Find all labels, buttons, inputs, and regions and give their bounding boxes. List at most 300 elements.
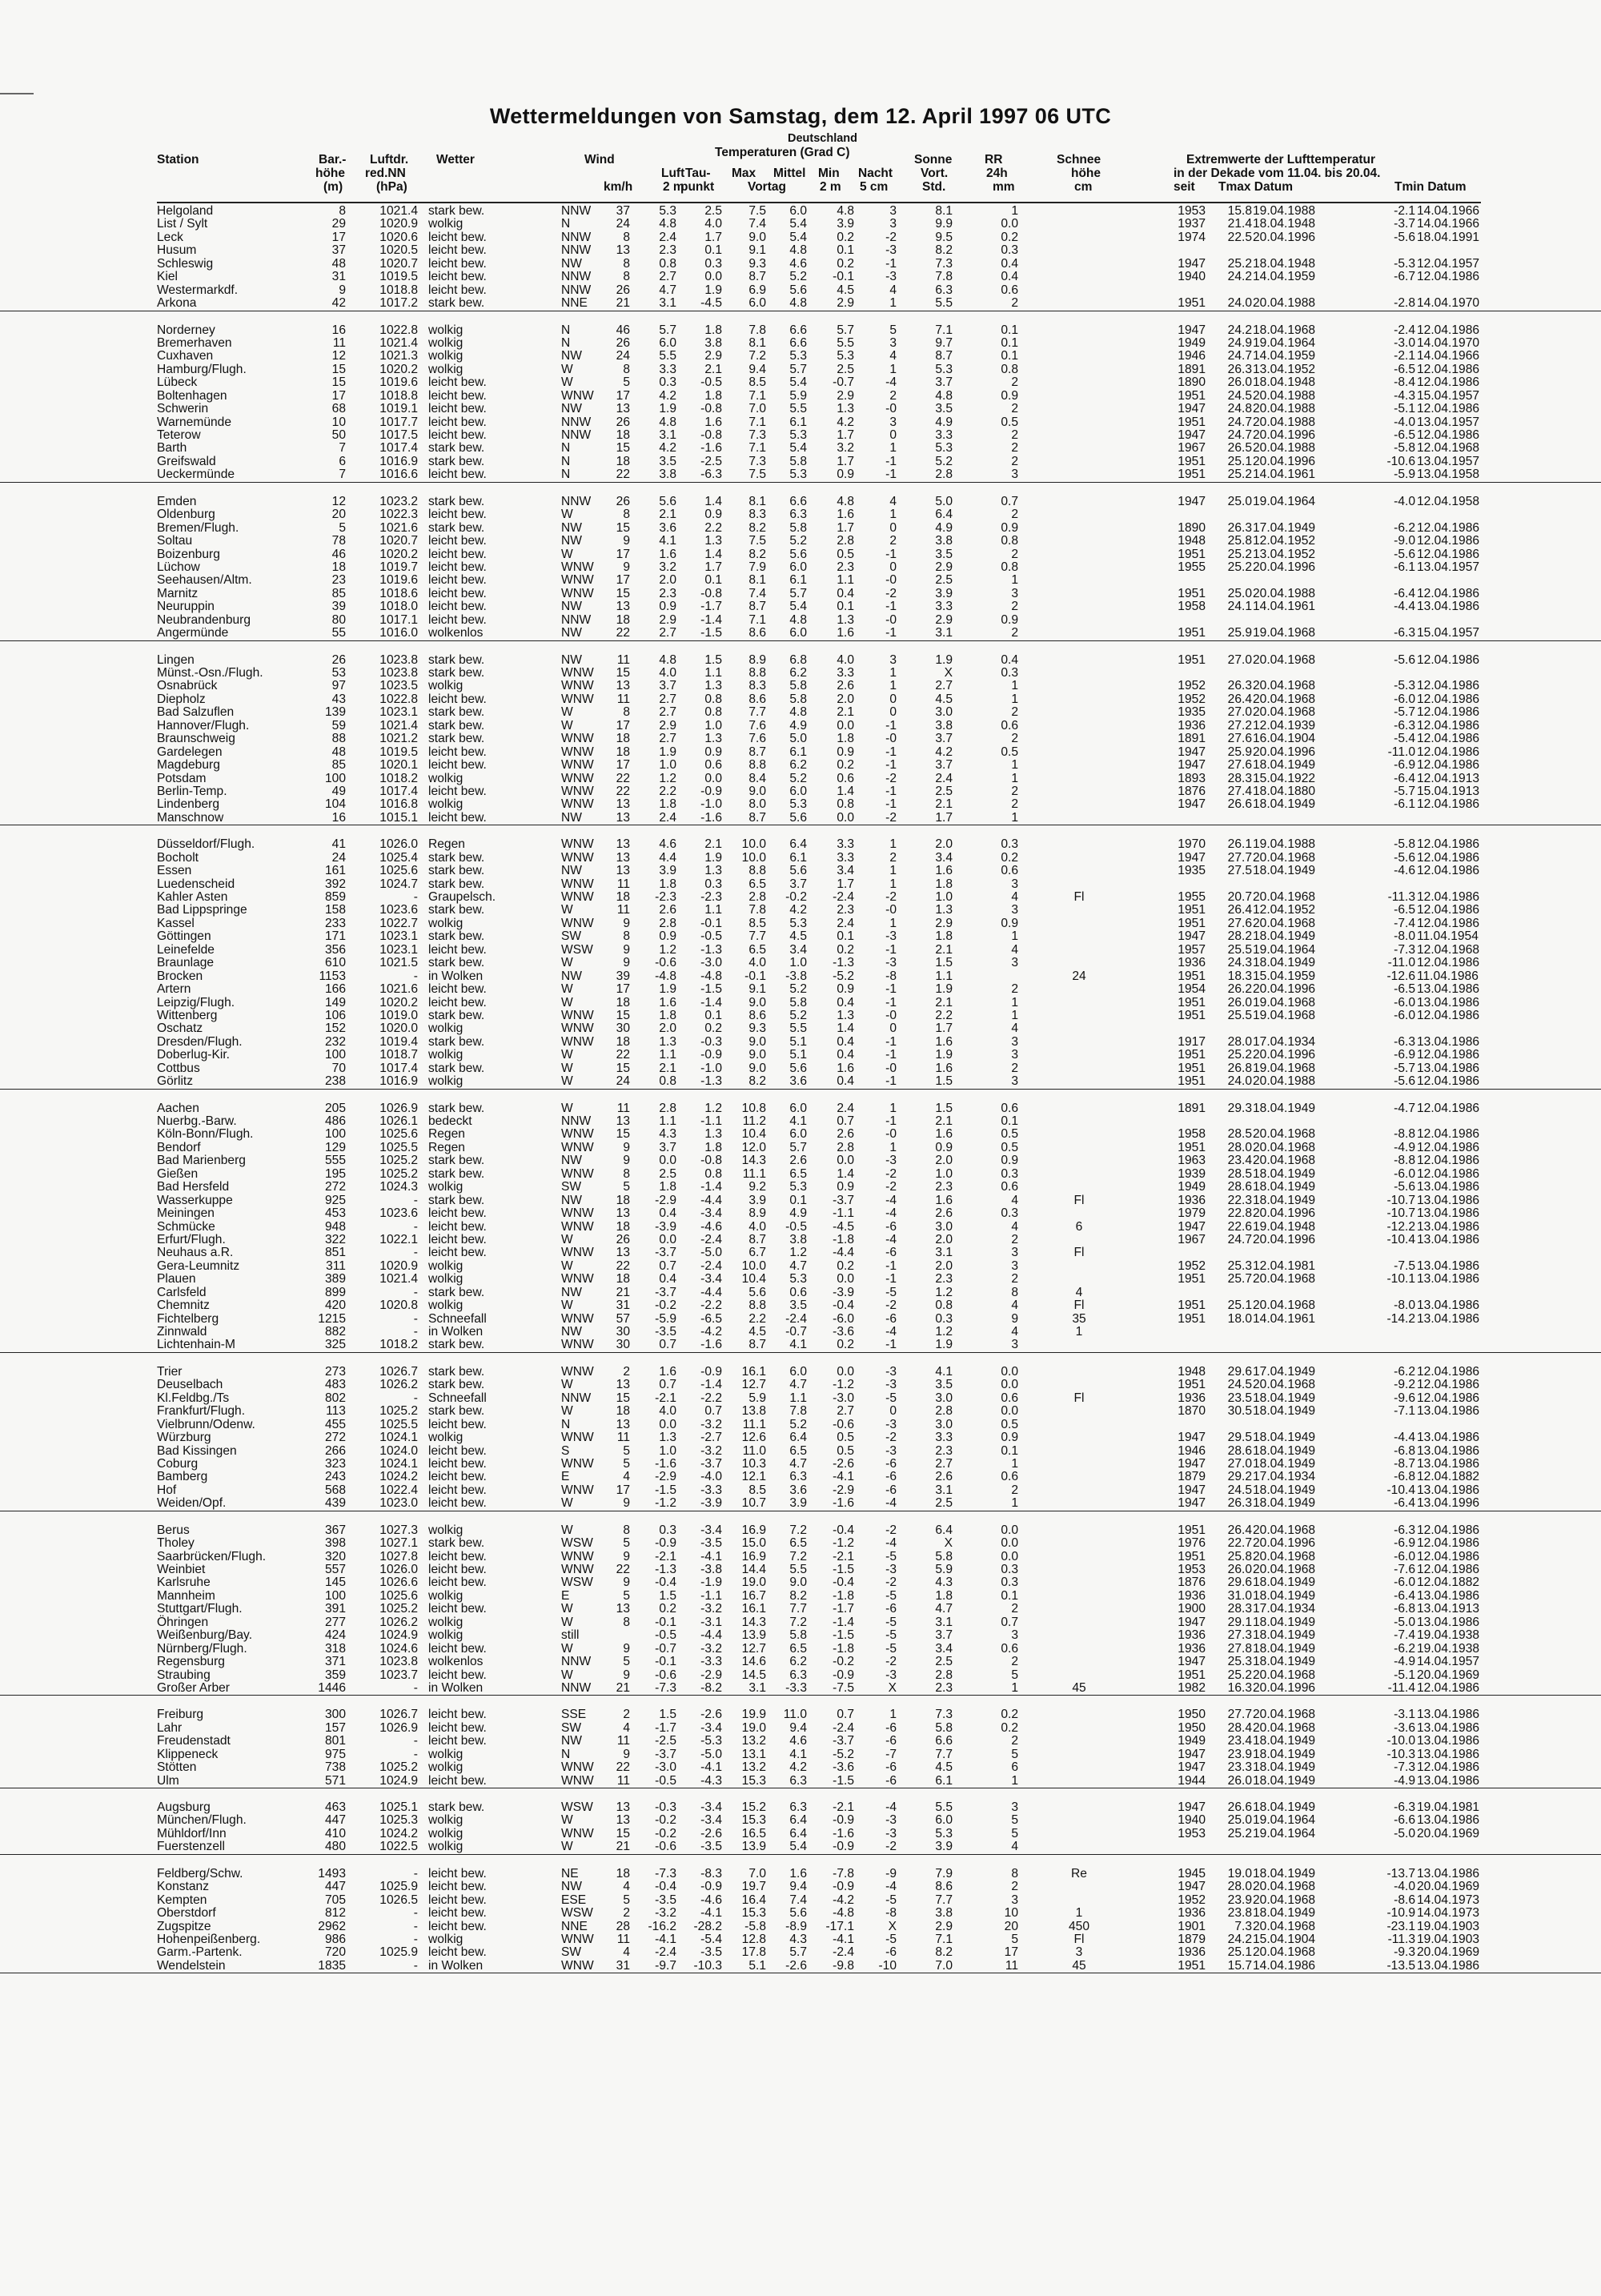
dew-point: -3.9: [700, 1496, 722, 1511]
wind-speed: 13: [616, 1813, 630, 1828]
barometer-height: 986: [324, 1932, 346, 1946]
record-since: 1947: [1178, 1456, 1206, 1471]
wind-direction: NNE: [561, 296, 588, 311]
min-temp-2m: -0.7: [833, 375, 854, 390]
wind-speed: 13: [616, 837, 630, 852]
mean-temp: 5.2: [789, 982, 807, 997]
tmin-date: 12.04.1986: [1417, 1536, 1480, 1551]
max-temp: 9.0: [748, 1034, 766, 1049]
wind-speed: 8: [623, 705, 630, 720]
tmax-record: 23.4: [1227, 1154, 1252, 1168]
precipitation: 3: [1011, 1893, 1018, 1907]
precipitation: 1: [1011, 995, 1018, 1010]
barometer-height: 453: [324, 1206, 346, 1221]
station-name: Soltau: [157, 534, 193, 548]
tmin-date: 13.04.1986: [1417, 1813, 1480, 1828]
tmax-date: 20.04.1968: [1253, 1140, 1316, 1154]
night-temp-5cm: -6: [885, 1246, 897, 1260]
tmin-date: 12.04.1986: [1417, 837, 1480, 852]
min-temp-2m: -2.4: [833, 1945, 854, 1960]
night-temp-5cm: 4: [889, 349, 897, 363]
record-since: 1951: [1178, 1140, 1206, 1154]
pressure: -: [413, 1680, 418, 1695]
wind-direction: W: [561, 1101, 573, 1115]
wind-speed: 8: [623, 508, 630, 522]
table-row: [0, 1010, 1601, 1022]
pressure: 1019.7: [379, 560, 418, 574]
tmin-record: -7.5: [1394, 1258, 1415, 1273]
wind-direction: SW: [561, 1720, 582, 1735]
wind-speed: 9: [623, 560, 630, 574]
barometer-height: 325: [324, 1338, 346, 1352]
wind-direction: W: [561, 508, 573, 522]
night-temp-5cm: -1: [885, 758, 897, 773]
precipitation: 0.9: [1001, 916, 1018, 930]
min-temp-2m: -2.6: [833, 1456, 854, 1471]
tmax-date: 20.04.1996: [1253, 1680, 1316, 1695]
barometer-height: 318: [324, 1641, 346, 1656]
tmin-date: 18.04.1991: [1417, 230, 1480, 244]
weather: wolkig: [428, 1272, 463, 1286]
mean-temp: 6.3: [789, 1668, 807, 1682]
sunshine: 2.0: [935, 837, 953, 852]
sunshine: 3.7: [935, 375, 953, 390]
sunshine: 1.0: [935, 1166, 953, 1181]
max-temp: 10.0: [741, 1258, 766, 1273]
air-temp: -0.6: [655, 1668, 676, 1682]
weather: leicht bew.: [428, 534, 487, 548]
tmax-date: 15.04.1904: [1253, 1932, 1316, 1946]
record-since: 1951: [1178, 1378, 1206, 1392]
min-temp-2m: -4.8: [833, 1906, 854, 1921]
tmin-date: 20.04.1969: [1417, 1880, 1480, 1894]
pressure: 1021.4: [379, 204, 418, 218]
station-name: Hannover/Flugh.: [157, 718, 250, 733]
tmin-record: -13.7: [1386, 1866, 1415, 1881]
max-temp: 10.0: [741, 850, 766, 865]
record-since: 1917: [1178, 1034, 1206, 1049]
tmin-date: 20.04.1969: [1417, 1668, 1480, 1682]
dew-point: -3.7: [700, 1456, 722, 1471]
tmin-record: -5.6: [1394, 547, 1415, 561]
wind-speed: 5: [623, 1443, 630, 1458]
mean-temp: 4.5: [789, 929, 807, 944]
wind-speed: 22: [616, 1048, 630, 1062]
precipitation: 5: [1011, 1813, 1018, 1828]
header-luftdr: Luftdr.: [370, 153, 409, 167]
tmin-record: -10.4: [1386, 1232, 1415, 1246]
air-temp: -3.5: [655, 1325, 676, 1339]
pressure: 1022.8: [379, 323, 418, 337]
weather: leicht bew.: [428, 415, 487, 429]
max-temp: 19.9: [741, 1708, 766, 1722]
precipitation: 0.5: [1001, 1140, 1018, 1154]
precipitation: 0.2: [1001, 1720, 1018, 1735]
table-row: [0, 1563, 1601, 1576]
station-name: Nürnberg/Flugh.: [157, 1641, 247, 1656]
record-since: 1947: [1178, 797, 1206, 812]
dew-point: -2.6: [700, 1708, 722, 1722]
night-temp-5cm: -4: [885, 1800, 897, 1814]
night-temp-5cm: -1: [885, 784, 897, 798]
weather: Schneefall: [428, 1311, 487, 1326]
sunshine: 3.4: [935, 1641, 953, 1656]
min-temp-2m: -0.9: [833, 1880, 854, 1894]
dew-point: -8.2: [700, 1680, 722, 1695]
weather: Schneefall: [428, 1391, 487, 1405]
wind-speed: 9: [623, 956, 630, 970]
station-table: [0, 205, 1601, 1973]
dew-point: -4.6: [700, 1219, 722, 1234]
night-temp-5cm: -1: [885, 942, 897, 957]
pressure: -: [413, 1325, 418, 1339]
tmax-record: 19.0: [1227, 1866, 1252, 1881]
wind-speed: 37: [616, 204, 630, 218]
tmin-date: 12.04.1986: [1417, 903, 1480, 917]
tmax-record: 27.6: [1227, 732, 1252, 746]
min-temp-2m: 0.4: [837, 586, 854, 600]
mean-temp: 1.6: [789, 1866, 807, 1881]
pressure: 1017.4: [379, 784, 418, 798]
record-since: 1949: [1178, 335, 1206, 350]
tmax-record: 28.0: [1227, 1880, 1252, 1894]
mean-temp: 3.5: [789, 1299, 807, 1313]
air-temp: -9.7: [655, 1958, 676, 1973]
precipitation: 0.0: [1001, 1364, 1018, 1379]
night-temp-5cm: -0: [885, 1127, 897, 1142]
tmin-record: -6.5: [1394, 362, 1415, 376]
wind-direction: NNW: [561, 1655, 592, 1669]
night-temp-5cm: -1: [885, 1272, 897, 1286]
min-temp-2m: 0.2: [837, 942, 854, 957]
max-temp: 6.7: [748, 1246, 766, 1260]
wind-speed: 31: [616, 1958, 630, 1973]
pressure: 1020.2: [379, 547, 418, 561]
tmin-date: 14.04.1970: [1417, 296, 1480, 311]
station-name: Bad Hersfeld: [157, 1180, 230, 1194]
record-since: 1950: [1178, 1708, 1206, 1722]
table-row: [0, 1551, 1601, 1563]
pressure: 1022.8: [379, 692, 418, 706]
wind-speed: 22: [616, 771, 630, 785]
station-name: Boltenhagen: [157, 388, 227, 403]
barometer-height: 10: [331, 415, 346, 429]
tmin-record: -5.7: [1394, 1061, 1415, 1075]
sunshine: 2.0: [935, 1154, 953, 1168]
dew-point: -0.5: [700, 929, 722, 944]
max-temp: 7.5: [748, 468, 766, 482]
mean-temp: 5.4: [789, 441, 807, 456]
pressure: 1026.0: [379, 1563, 418, 1576]
wind-speed: 15: [616, 666, 630, 680]
pressure: 1026.7: [379, 1364, 418, 1379]
weather: stark bew.: [428, 1101, 485, 1115]
tmin-record: -5.9: [1394, 468, 1415, 482]
max-temp: 7.1: [748, 612, 766, 627]
tmax-date: 20.04.1968: [1253, 679, 1316, 693]
air-temp: 0.0: [659, 1232, 676, 1246]
night-temp-5cm: X: [888, 1919, 897, 1933]
wind-direction: NNW: [561, 1391, 592, 1405]
night-temp-5cm: 1: [889, 296, 897, 311]
max-temp: 8.6: [748, 626, 766, 640]
wind-direction: WNW: [561, 1364, 594, 1379]
mean-temp: 5.3: [789, 349, 807, 363]
table-row: [0, 1828, 1601, 1840]
mean-temp: 5.4: [789, 1840, 807, 1854]
record-since: 1951: [1178, 547, 1206, 561]
weather: leicht bew.: [428, 784, 487, 798]
mean-temp: 5.7: [789, 1140, 807, 1154]
pressure: 1020.9: [379, 1258, 418, 1273]
wind-speed: 8: [623, 1523, 630, 1537]
tmax-record: 23.4: [1227, 1734, 1252, 1748]
wind-speed: 18: [616, 1404, 630, 1419]
wind-speed: 26: [616, 494, 630, 508]
barometer-height: 320: [324, 1549, 346, 1563]
snow-depth: Fl: [1073, 1391, 1085, 1405]
night-temp-5cm: -6: [885, 1311, 897, 1326]
dew-point: -4.4: [700, 1193, 722, 1207]
weather: wolkig: [428, 797, 463, 812]
air-temp: -0.3: [655, 1800, 676, 1814]
min-temp-2m: 0.1: [837, 929, 854, 944]
tmin-date: 12.04.1986: [1417, 1008, 1480, 1022]
min-temp-2m: -3.6: [833, 1760, 854, 1775]
min-temp-2m: 2.6: [837, 1127, 854, 1142]
tmin-record: -8.7: [1394, 1456, 1415, 1471]
max-temp: 7.9: [748, 560, 766, 574]
tmax-record: 24.0: [1227, 1074, 1252, 1089]
max-temp: 15.3: [741, 1773, 766, 1788]
record-since: 1951: [1178, 916, 1206, 930]
tmax-record: 25.5: [1227, 942, 1252, 957]
precipitation: 1: [1011, 1456, 1018, 1471]
mean-temp: 4.6: [789, 256, 807, 271]
min-temp-2m: -0.4: [833, 1299, 854, 1313]
record-since: 1970: [1178, 837, 1206, 852]
tmax-record: 27.7: [1227, 850, 1252, 865]
tmin-record: -11.3: [1387, 890, 1415, 904]
air-temp: -2.9: [655, 1470, 676, 1484]
air-temp: -2.1: [655, 1549, 676, 1563]
weather: leicht bew.: [428, 1219, 487, 1234]
dew-point: -8.3: [700, 1866, 722, 1881]
wind-direction: NNW: [561, 612, 592, 627]
pressure: 1019.6: [379, 375, 418, 390]
air-temp: 0.3: [659, 375, 676, 390]
dew-point: -1.5: [700, 626, 722, 640]
wind-direction: ESE: [561, 1893, 587, 1907]
wind-direction: S: [561, 1443, 570, 1458]
tmin-record: -12.6: [1386, 969, 1415, 983]
min-temp-2m: -1.7: [833, 1602, 854, 1616]
wind-direction: WNW: [561, 388, 594, 403]
weather: leicht bew.: [428, 600, 487, 614]
precipitation: 5: [1011, 1826, 1018, 1840]
sunshine: 5.3: [935, 1826, 953, 1840]
tmin-date: 12.04.1986: [1417, 745, 1480, 759]
tmax-date: 20.04.1988: [1253, 296, 1316, 311]
max-temp: 16.9: [741, 1549, 766, 1563]
min-temp-2m: -4.1: [833, 1470, 854, 1484]
pressure: 1020.7: [379, 256, 418, 271]
weather: leicht bew.: [428, 573, 487, 588]
pressure: 1020.8: [379, 1299, 418, 1313]
tmax-record: 21.4: [1227, 217, 1252, 231]
night-temp-5cm: -6: [885, 1456, 897, 1471]
tmin-date: 19.04.1938: [1417, 1628, 1480, 1643]
dew-point: -4.1: [700, 1906, 722, 1921]
pressure: 1018.0: [379, 600, 418, 614]
wind-direction: WNW: [561, 890, 594, 904]
max-temp: 19.7: [741, 1880, 766, 1894]
table-row: [0, 1669, 1601, 1682]
night-temp-5cm: -4: [885, 1880, 897, 1894]
wind-direction: NW: [561, 1325, 582, 1339]
tmax-date: 20.04.1968: [1253, 1272, 1316, 1286]
weather: leicht bew.: [428, 1866, 487, 1881]
dew-point: -2.6: [700, 1826, 722, 1840]
night-temp-5cm: 1: [889, 441, 897, 456]
weather: in Wolken: [428, 969, 484, 983]
wind-direction: SW: [561, 1945, 582, 1960]
wind-direction: NNW: [561, 1680, 592, 1695]
tmax-record: 23.5: [1227, 1391, 1252, 1405]
sunshine: 4.2: [935, 745, 953, 759]
air-temp: -3.7: [655, 1246, 676, 1260]
table-row: [0, 1524, 1601, 1537]
station-name: Bremen/Flugh.: [157, 520, 239, 535]
tmax-record: 27.0: [1227, 1456, 1252, 1471]
barometer-height: 447: [324, 1813, 346, 1828]
record-since: 1951: [1178, 652, 1206, 667]
barometer-height: 568: [324, 1483, 346, 1497]
table-row: [0, 350, 1601, 363]
max-temp: 8.6: [748, 1008, 766, 1022]
night-temp-5cm: -2: [885, 1523, 897, 1537]
precipitation: 0.9: [1001, 1431, 1018, 1445]
min-temp-2m: -7.5: [833, 1680, 854, 1695]
header-rule: [157, 202, 1481, 203]
station-name: Weiden/Opf.: [157, 1496, 227, 1511]
sunshine: 1.2: [935, 1285, 953, 1299]
pressure: 1021.3: [379, 349, 418, 363]
tmax-record: 26.4: [1227, 1523, 1252, 1537]
barometer-height: 12: [331, 494, 346, 508]
weather: leicht bew.: [428, 1720, 487, 1735]
tmin-record: -6.0: [1394, 1575, 1415, 1590]
weather: leicht bew.: [428, 1773, 487, 1788]
mean-temp: 6.0: [789, 1127, 807, 1142]
tmin-date: 13.04.1996: [1417, 1496, 1480, 1511]
pressure: -: [413, 1391, 418, 1405]
wind-direction: WNW: [561, 797, 594, 812]
mean-temp: 3.4: [789, 942, 807, 957]
tmax-record: 24.7: [1227, 415, 1252, 429]
night-temp-5cm: 1: [889, 877, 897, 891]
tmax-record: 27.6: [1227, 758, 1252, 773]
air-temp: 5.5: [659, 349, 676, 363]
wind-direction: W: [561, 1668, 573, 1682]
record-since: 1936: [1178, 1628, 1206, 1643]
tmax-record: 27.7: [1227, 1708, 1252, 1722]
tmax-date: 17.04.1934: [1253, 1034, 1316, 1049]
tmax-record: 16.3: [1227, 1680, 1252, 1695]
wind-speed: 57: [616, 1311, 630, 1326]
table-row: [0, 1445, 1601, 1458]
table-row: [0, 693, 1601, 706]
air-temp: -2.5: [655, 1734, 676, 1748]
dew-point: 1.7: [704, 560, 722, 574]
table-row: [0, 970, 1601, 983]
mean-temp: 6.3: [789, 1773, 807, 1788]
station-name: Ulm: [157, 1773, 179, 1788]
dew-point: -3.4: [700, 1206, 722, 1221]
barometer-height: 238: [324, 1074, 346, 1089]
wind-speed: 9: [623, 1747, 630, 1761]
weather: wolkig: [428, 1588, 463, 1603]
night-temp-5cm: 2: [889, 388, 897, 403]
wind-speed: 2: [623, 1708, 630, 1722]
barometer-height: 610: [324, 956, 346, 970]
mean-temp: 6.1: [789, 745, 807, 759]
station-name: Artern: [157, 982, 191, 997]
pressure: 1022.1: [379, 1232, 418, 1246]
snow-depth: Fl: [1073, 1932, 1085, 1946]
weather: Regen: [428, 837, 465, 852]
mean-temp: -0.7: [785, 1325, 807, 1339]
precipitation: 0.3: [1001, 837, 1018, 852]
sunshine: 1.5: [935, 956, 953, 970]
mean-temp: -3.8: [785, 969, 807, 983]
precipitation: 0.3: [1001, 666, 1018, 680]
min-temp-2m: 4.8: [837, 494, 854, 508]
mean-temp: 2.6: [789, 1154, 807, 1168]
night-temp-5cm: -2: [885, 1431, 897, 1445]
precipitation: 0.3: [1001, 1166, 1018, 1181]
air-temp: 0.4: [659, 1206, 676, 1221]
tmax-date: 20.04.1996: [1253, 454, 1316, 468]
wind-direction: SW: [561, 1180, 582, 1194]
max-temp: 8.7: [748, 1232, 766, 1246]
record-since: 1876: [1178, 1575, 1206, 1590]
sunshine: 3.8: [935, 1906, 953, 1921]
wind-direction: WNW: [561, 1311, 594, 1326]
wind-direction: NW: [561, 969, 582, 983]
barometer-height: 15: [331, 375, 346, 390]
tmax-date: 14.04.1959: [1253, 270, 1316, 284]
precipitation: 8: [1011, 1866, 1018, 1881]
min-temp-2m: 1.3: [837, 402, 854, 416]
tmin-record: -6.9: [1394, 1048, 1415, 1062]
precipitation: 0.3: [1001, 1575, 1018, 1590]
tmax-date: 20.04.1996: [1253, 1232, 1316, 1246]
header-sonne: Sonne: [914, 153, 953, 167]
table-row: [0, 1049, 1601, 1062]
dew-point: 0.9: [704, 745, 722, 759]
night-temp-5cm: 3: [889, 335, 897, 350]
table-row: [0, 1194, 1601, 1207]
tmin-date: 12.04.1968: [1417, 942, 1480, 957]
wind-speed: 9: [623, 1154, 630, 1168]
record-since: 1947: [1178, 1800, 1206, 1814]
barometer-height: 1493: [318, 1866, 346, 1881]
barometer-height: 705: [324, 1893, 346, 1907]
tmax-record: 24.9: [1227, 335, 1252, 350]
record-since: 1879: [1178, 1470, 1206, 1484]
precipitation: 0.0: [1001, 1378, 1018, 1392]
